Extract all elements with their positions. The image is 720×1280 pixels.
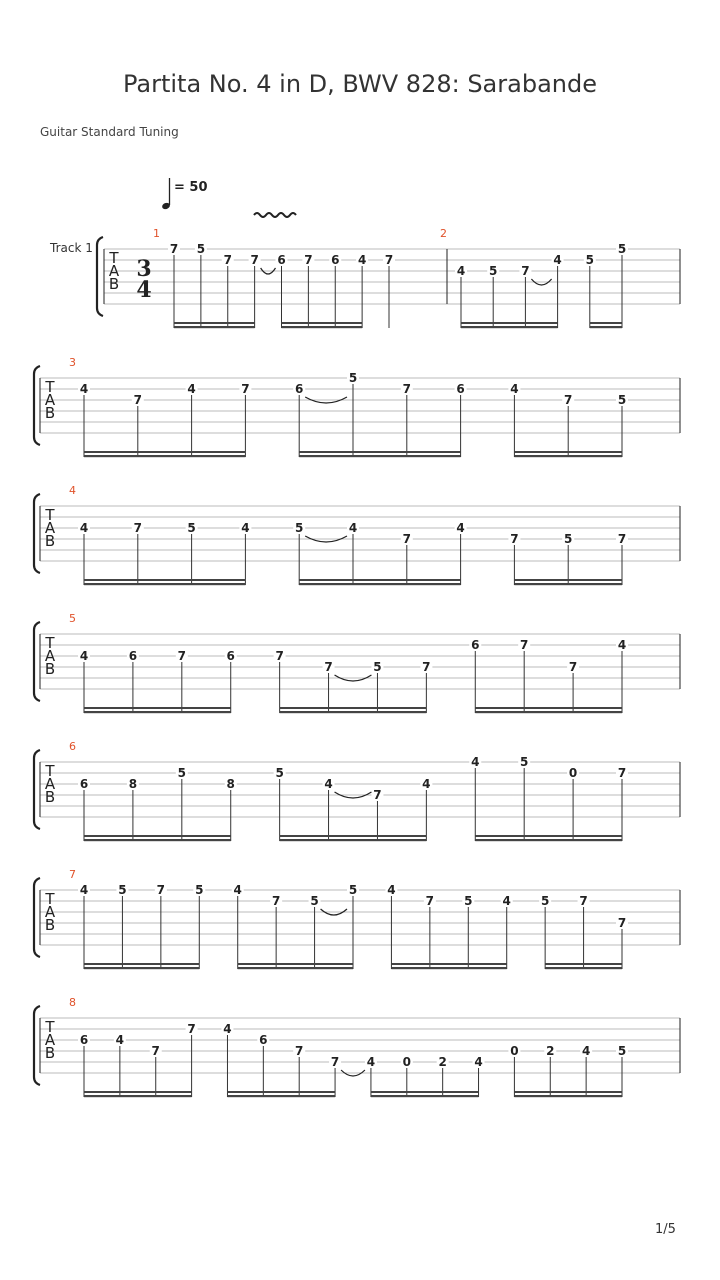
beam [391,967,506,969]
tab-clef-letter: T [45,506,55,524]
fret-number[interactable]: 4 [581,1044,591,1058]
measure-2[interactable] [440,227,628,328]
beam [461,326,558,328]
fret-number[interactable]: 0 [568,766,578,780]
beam [280,711,427,713]
fret-number[interactable]: 4 [471,755,480,769]
fret-number[interactable]: 7 [295,1044,304,1058]
system-bracket [34,494,40,573]
fret-number[interactable]: 5 [373,660,382,674]
track-label[interactable]: Track 1 [50,241,93,255]
fret-number[interactable]: 6 [79,777,89,791]
fret-number[interactable]: 4 [233,883,242,897]
bar-number: 3 [69,356,76,369]
fret-number[interactable]: 5 [118,883,127,897]
fret-number[interactable]: 4 [348,521,358,535]
vibrato-icon [254,213,296,217]
beam [84,967,199,969]
fret-number[interactable]: 4 [617,638,627,652]
fret-number[interactable]: 7 [425,894,435,908]
fret-number[interactable]: 2 [438,1055,447,1069]
fret-number[interactable]: 5 [617,242,627,256]
beam [238,963,353,965]
fret-number[interactable]: 7 [579,894,588,908]
fret-number[interactable]: 5 [195,883,204,897]
system-bracket [34,366,40,445]
bar-number: 4 [69,484,76,497]
fret-number[interactable]: 5 [617,393,627,407]
fret-number[interactable]: 7 [177,649,186,663]
beam [590,322,622,324]
beam [391,963,506,965]
fret-number[interactable]: 4 [366,1055,376,1069]
fret-number[interactable]: 7 [169,242,179,256]
tab-clef-letter: B [44,788,56,806]
time-signature-bottom: 4 [136,277,152,303]
fret-number[interactable]: 7 [324,660,333,674]
measure-4[interactable] [69,484,628,585]
fret-number[interactable]: 7 [617,916,627,930]
fret-number[interactable]: 7 [275,649,284,663]
fret-number[interactable]: 6 [331,253,340,267]
fret-number[interactable]: 5 [196,242,206,256]
tab-clef-letter: A [44,647,56,665]
tab-clef-letter: B [44,532,56,550]
beam [475,707,622,709]
fret-number[interactable]: 6 [79,1033,89,1047]
fret-number[interactable]: 8 [226,777,235,791]
measure-7[interactable] [69,868,628,969]
beam [475,839,622,841]
tab-clef-letter: T [45,634,55,652]
tab-clef-letter: T [109,249,119,267]
fret-number[interactable]: 7 [564,393,573,407]
beam [461,322,558,324]
fret-number[interactable]: 5 [187,521,196,535]
system-bracket [97,237,103,316]
tab-system [34,868,680,969]
fret-number[interactable]: 4 [474,1055,483,1069]
beam [514,1095,622,1097]
beam [174,322,255,324]
fret-number[interactable]: 7 [241,382,250,396]
tab-clef-letter: A [44,519,56,537]
measure-1[interactable] [153,227,395,328]
beam [280,835,427,837]
beam [84,579,245,581]
fret-number[interactable]: 6 [471,638,480,652]
fret-number[interactable]: 7 [133,393,142,407]
beam [371,1095,479,1097]
fret-number[interactable]: 4 [79,382,89,396]
fret-number[interactable]: 6 [295,382,304,396]
fret-number[interactable]: 0 [510,1044,519,1058]
fret-number[interactable]: 7 [133,521,142,535]
beam [84,1095,192,1097]
fret-number[interactable]: 4 [223,1022,232,1036]
tab-system [34,996,680,1097]
beam [84,451,245,453]
tab-system [34,612,680,713]
beam [84,583,245,585]
system-bracket [34,622,40,701]
fret-number[interactable]: 7 [617,532,627,546]
beam [475,835,622,837]
beam [371,1091,479,1093]
beam [84,707,231,709]
beam [238,967,353,969]
fret-number[interactable]: 4 [456,521,465,535]
fret-number[interactable]: 4 [79,883,89,897]
tab-clef-letter: B [108,275,120,293]
fret-number[interactable]: 4 [79,649,89,663]
fret-number[interactable]: 7 [520,638,529,652]
page-number: 1/5 [655,1222,676,1237]
beam [299,451,460,453]
fret-number[interactable]: 5 [520,755,529,769]
beam [227,1095,335,1097]
fret-number[interactable]: 7 [156,883,166,897]
fret-number[interactable]: 0 [402,1055,411,1069]
fret-number[interactable]: 7 [617,766,627,780]
measure-6[interactable] [69,740,628,841]
beam [280,839,427,841]
tuning-label: Guitar Standard Tuning [40,125,179,139]
fret-number[interactable]: 4 [187,382,196,396]
beam [280,707,427,709]
fret-number[interactable]: 5 [464,894,473,908]
beam [282,322,363,324]
tab-system [34,740,680,841]
beam [514,455,622,457]
beam [514,583,622,585]
time-signature-top: 3 [136,256,152,282]
fret-number[interactable]: 4 [387,883,396,897]
tab-system [97,227,680,328]
tab-clef-letter: B [44,404,56,422]
fret-number[interactable]: 5 [275,766,284,780]
beam [84,711,231,713]
fret-number[interactable]: 7 [271,894,281,908]
bar-number: 2 [440,227,447,240]
fret-number[interactable]: 4 [357,253,367,267]
fret-number[interactable]: 4 [115,1033,125,1047]
fret-number[interactable]: 7 [187,1022,196,1036]
fret-number[interactable]: 4 [510,382,519,396]
bar-number: 6 [69,740,76,753]
fret-number[interactable]: 7 [250,253,259,267]
tab-clef-letter: A [44,775,56,793]
tab-clef-letter: A [44,903,56,921]
measure-3[interactable] [69,356,628,457]
beam [514,451,622,453]
fret-number[interactable]: 5 [489,264,498,278]
beam [475,711,622,713]
beam [299,583,460,585]
tab-system [34,356,680,457]
beam [84,839,231,841]
beam [84,455,245,457]
tab-clef-letter: B [44,1044,56,1062]
beam [590,326,622,328]
fret-number[interactable]: 4 [456,264,466,278]
fret-number[interactable]: 6 [128,649,138,663]
beam [84,1091,192,1093]
fret-number[interactable]: 7 [521,264,530,278]
fret-number[interactable]: 5 [348,883,358,897]
beam [299,455,460,457]
fret-number[interactable]: 4 [553,253,562,267]
fret-number[interactable]: 6 [456,382,465,396]
bar-number: 8 [69,996,76,1009]
fret-number[interactable]: 7 [330,1055,340,1069]
fret-number[interactable]: 4 [502,894,511,908]
fret-number[interactable]: 5 [585,253,594,267]
fret-number[interactable]: 4 [79,521,89,535]
fret-number[interactable]: 7 [568,660,578,674]
tab-clef-letter: A [108,262,120,280]
beam [545,967,622,969]
beam [282,326,363,328]
fret-number[interactable]: 7 [384,253,394,267]
tab-clef-letter: T [45,378,55,396]
fret-number[interactable]: 5 [310,894,319,908]
fret-number[interactable]: 5 [295,521,304,535]
fret-number[interactable]: 7 [373,788,382,802]
fret-number[interactable]: 7 [402,382,411,396]
beam [174,326,255,328]
fret-number[interactable]: 6 [277,253,286,267]
fret-number[interactable]: 7 [510,532,519,546]
fret-number[interactable]: 7 [223,253,232,267]
fret-number[interactable]: 4 [422,777,431,791]
beam [84,963,199,965]
bar-number: 1 [153,227,160,240]
fret-number[interactable]: 4 [324,777,333,791]
beam [514,1091,622,1093]
fret-number[interactable]: 5 [540,894,550,908]
fret-number[interactable]: 6 [226,649,235,663]
beam [84,835,231,837]
fret-number[interactable]: 5 [177,766,186,780]
beam [545,963,622,965]
fret-number[interactable]: 8 [128,777,138,791]
bar-number: 5 [69,612,76,625]
fret-number[interactable]: 5 [564,532,573,546]
tab-clef-letter: B [44,660,56,678]
fret-number[interactable]: 7 [422,660,431,674]
tab-clef-letter: A [44,391,56,409]
beam [227,1091,335,1093]
fret-number[interactable]: 7 [304,253,313,267]
score-title: Partita No. 4 in D, BWV 828: Sarabande [123,70,597,98]
fret-number[interactable]: 2 [546,1044,555,1058]
system-bracket [34,1006,40,1085]
fret-number[interactable]: 7 [402,532,411,546]
fret-number[interactable]: 5 [348,371,358,385]
measure-8[interactable] [69,996,628,1097]
tab-clef-letter: T [45,762,55,780]
bar-number: 7 [69,868,76,881]
tab-clef-letter: B [44,916,56,934]
fret-number[interactable]: 7 [151,1044,160,1058]
fret-number[interactable]: 6 [259,1033,268,1047]
fret-number[interactable]: 4 [241,521,250,535]
beam [514,579,622,581]
beam [299,579,460,581]
tab-system [34,484,680,585]
tab-clef-letter: T [45,1018,55,1036]
tempo-value: = 50 [174,180,208,195]
measure-5[interactable] [69,612,628,713]
fret-number[interactable]: 5 [617,1044,627,1058]
system-bracket [34,750,40,829]
tab-clef-letter: A [44,1031,56,1049]
system-bracket [34,878,40,957]
tab-clef-letter: T [45,890,55,908]
quarter-note-icon [161,178,171,210]
